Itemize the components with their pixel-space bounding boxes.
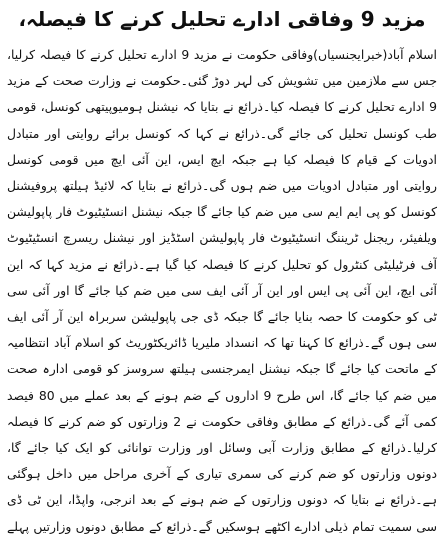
article-paragraph: اسلام آباد(خبرایجنسیاں)وفاقی حکومت نے مزید 9 ادارے تحلیل کرنے کا فیصلہ کرلیا، جس سے ملازمین میں تشویش کی لہر دوڑ گئی۔حکومت نے وزارت صحت کے مزید 9 ادارے تحلیل کرنے کا فیصلہ کیا۔ذرائع نے بتایا کہ نیشنل ہومیوپیتھی کونسل، قومی طب کونسل تحلیل کی جائے گی۔ذرائع نے کہا کہ کونسل برائے روایتی اور متبادل ادویات کے قیام کا فیصلہ کیا ہے جبکہ ایچ ایس، این آئی ایچ میں قومی کونسل روایتی اور متبادل ادویات میں ضم ہوں گی۔ذرائع نے بتایا کہ لائیڈ ہیلتھ پروفیشنل کونسل کو پی ایم ایم سی میں ضم کیا جائے گا جبکہ نیشنل انسٹیٹیوٹ فار پاپولیشن ویلفیئر، ریجنل ٹریننگ انسٹیٹیوٹ فار پاپولیشن اسٹڈیز اور نیشنل ریسرچ انسٹیٹیوٹ آف فرٹیلیٹی کنٹرول کو تحلیل کرنے کا فیصلہ کیا گیا ہے۔ذرائع نے مزید کہا کہ این آئی ایچ، این آئی پی ایس اور این آر آئی ایف سی میں ضم کیا جائے گا اور آئی سی ٹی کو حکومت کا حصہ بنایا جائے گا جبکہ ڈی جی پاپولیشن سربراہ این آر آئی ایف سی ہوں گے۔ذرائع کا کہنا تھا کہ انسداد ملیریا ڈائریکٹوریٹ کو اسلام آباد انتظامیہ کے ماتحت کیا جائے گا جبکہ نیشنل ایمرجنسی ہیلتھ سروسز کو قومی ادارہ صحت میں ضم کیا جائے گا، اس طرح 9 اداروں کے ضم ہونے کے بعد عملے میں 80 فیصد کمی آئے گی۔ذرائع کے مطابق وفاقی حکومت نے 2 وزارتوں کو ضم کرنے کا فیصلہ کرلیا۔ذرائع کے مطابق وزارت آبی وسائل اور وزارت توانائی کو ایک کیا جائے گا، دونوں وزارتوں کو ضم کرنے کی سمری تیاری کے آخری مراحل میں داخل ہوگئی ہے۔ذرائع نے بتایا کہ دونوں وزارتوں کے ضم ہونے کے بعد انرجی، واپڈا، این ٹی ڈی سی سمیت تمام ذیلی ادارے اکٹھے ہوسکیں گے۔ذرائع کے مطابق دونوں وزارتیں پہلے xyxy=(7,47,437,534)
article-headline: مزید 9 وفاقی ادارے تحلیل کرنے کا فیصلہ، xyxy=(18,7,426,31)
article-body xyxy=(7,42,437,538)
